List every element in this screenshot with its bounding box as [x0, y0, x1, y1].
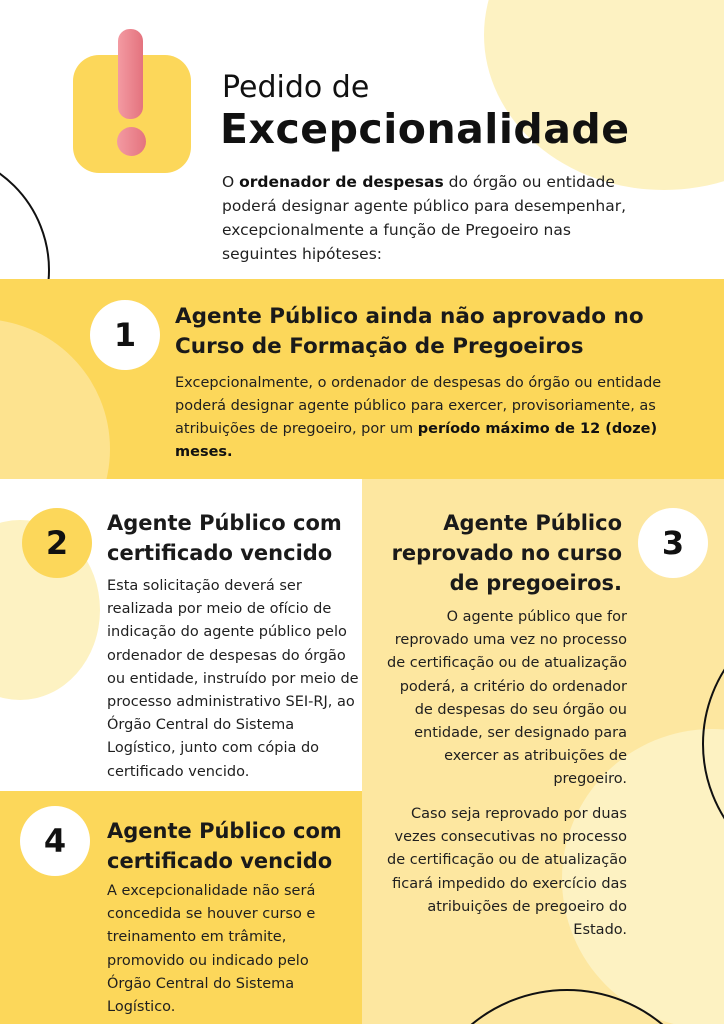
section-1-body-bold: período máximo de 12 (doze) meses. — [175, 421, 658, 460]
section-3-body-secondary: Caso seja reprovado por duas vezes consecutivas no processo de certificação ou de atualização ficará impedido do exercício das atribuições de pregoeiro do Estado. — [387, 806, 627, 939]
section-4-number-badge: 4 — [20, 806, 90, 876]
section-1-body — [175, 372, 665, 464]
intro-paragraph — [222, 170, 642, 266]
decorative-circle-top — [484, 0, 724, 190]
section-4-body: A excepcionalidade não será concedida se houver curso e treinamento em trâmite, promovido ou indicado pelo Órgão Central do Sistema Logístico. — [107, 883, 316, 1016]
section-2-title: Agente Público com certificado vencido — [107, 511, 342, 565]
section-2-number-badge: 2 — [22, 508, 92, 578]
section-3-title: Agente Público reprovado no curso de pregoeiros. — [391, 511, 622, 595]
section-3-body: O agente público que for reprovado uma vez no processo de certificação ou de atualização poderá, a critério do ordenador de despesas do seu órgão ou entidade, ser designado para exercer as atribuições de pregoeiro. — [387, 609, 627, 788]
exclamation-dot-icon — [117, 127, 146, 156]
intro-bold: ordenador de despesas — [239, 173, 444, 191]
section-1-body-text: Excepcionalmente, o ordenador de despesas do órgão ou entidade poderá designar agente público para exercer, provisoriamente, as atribuições de pregoeiro, por um — [175, 375, 662, 437]
section-1-title: Agente Público ainda não aprovado no Curso de Formação de Pregoeiros — [175, 304, 644, 359]
section-1-number-badge: 1 — [90, 300, 160, 370]
section-4-title: Agente Público com certificado vencido — [107, 819, 342, 873]
section-3-number-badge: 3 — [638, 508, 708, 578]
section-2-body: Esta solicitação deverá ser realizada por meio de ofício de indicação do agente público pelo ordenador de despesas do órgão ou entidade, instruído por meio de processo administrativo SEI-RJ, ao Órgão Central do Sistema Logístico, junto com cópia do certificado vencido. — [107, 578, 359, 780]
page-title-line1: Pedido de — [222, 70, 370, 105]
exclamation-icon — [118, 29, 143, 119]
page-title: Excepcionalidade — [220, 105, 630, 153]
intro-prefix: O — [222, 173, 240, 191]
intro-rest: do órgão ou entidade poderá designar agente público para desempenhar, excepcionalmente a função de Pregoeiro nas seguintes hipóteses: — [222, 173, 627, 263]
